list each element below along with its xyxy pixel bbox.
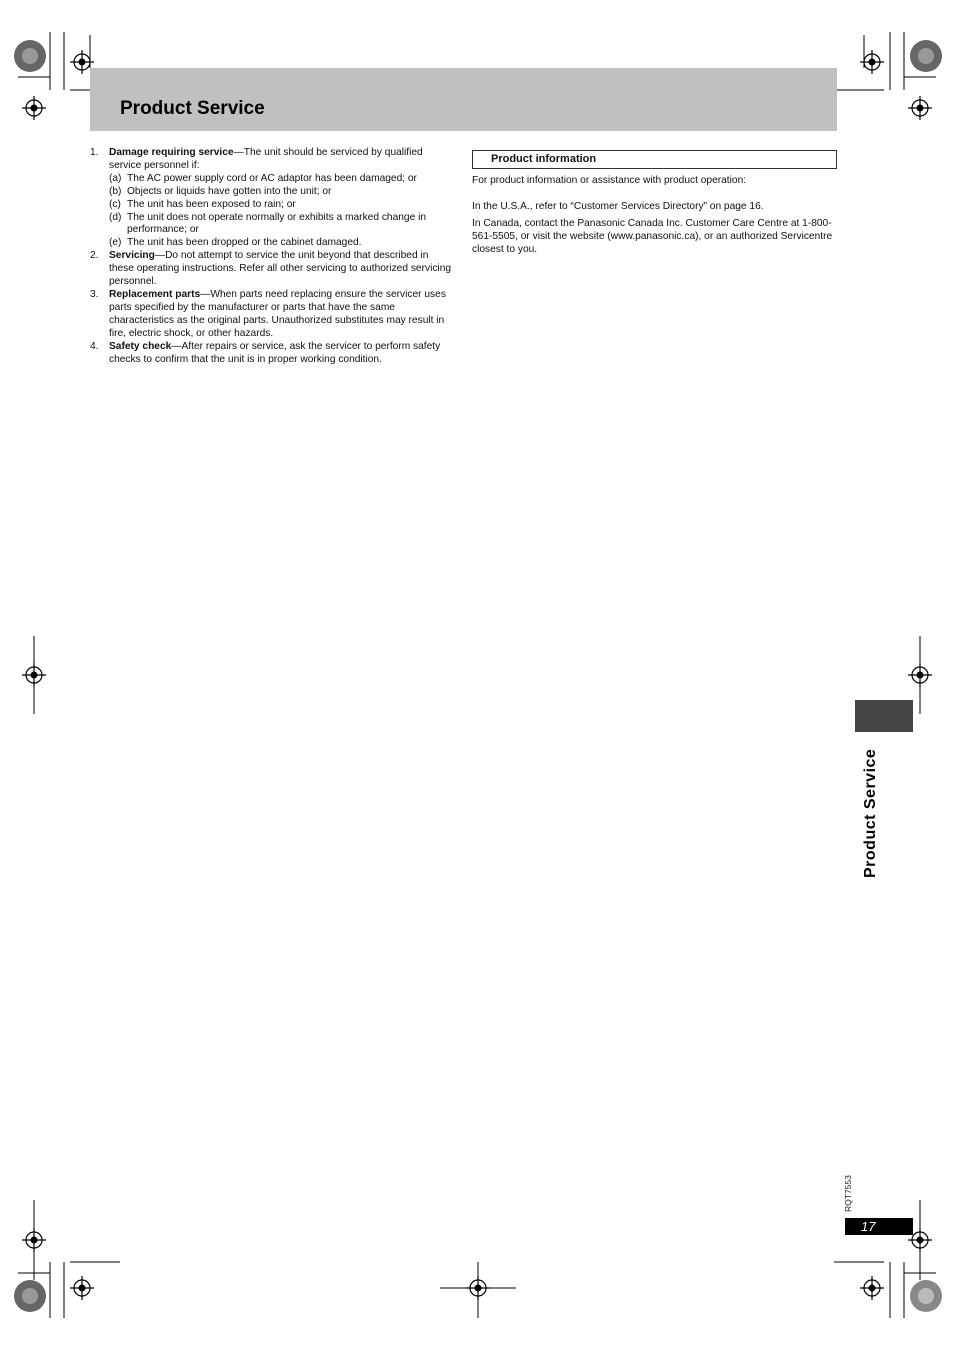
side-section-title: Product Service xyxy=(862,748,879,878)
canada-paragraph: In Canada, contact the Panasonic Canada Inc. Customer Care Centre at 1-800-561-5505, or visit the website (www.panasonic.ca), or an authorized Servicentre closest to you. xyxy=(472,217,833,255)
item-heading: Servicing xyxy=(109,250,155,262)
item-number: 1. xyxy=(90,147,99,158)
item-text: —When parts need replacing ensure the servicer uses parts specified by the manufacturer or parts that have the same characteristics as the original parts. Unauthorized substitutes may result in fire, electric shock, or other hazards. xyxy=(109,288,446,339)
section-heading: Product information xyxy=(472,150,837,169)
sublist xyxy=(90,173,454,250)
sub-item xyxy=(109,186,454,199)
item-text: —After repairs or service, ask the servicer to perform safety checks to confirm that the unit is in proper working condition. xyxy=(109,340,441,365)
list-item-safety-check xyxy=(90,341,454,367)
list-item-damage xyxy=(90,147,454,173)
item-text: —The unit should be serviced by qualified service personnel if: xyxy=(109,147,423,171)
page-number: 17 xyxy=(845,1218,913,1235)
sub-item xyxy=(109,212,454,238)
sub-item xyxy=(109,199,454,212)
item-heading: Replacement parts xyxy=(109,288,201,300)
item-number: 3. xyxy=(90,288,99,300)
product-information-section xyxy=(472,150,837,257)
sub-item xyxy=(109,173,454,186)
item-number: 2. xyxy=(90,250,99,262)
page-header-bar xyxy=(90,68,837,131)
list-item-replacement-parts xyxy=(90,289,454,341)
sub-text: Objects or liquids have gotten into the unit; or xyxy=(127,185,332,197)
sub-text: The unit has been exposed to rain; or xyxy=(127,198,296,210)
sub-text: The unit does not operate normally or exhibits a marked change in performance; or xyxy=(127,211,427,236)
sub-text: The unit has been dropped or the cabinet damaged. xyxy=(127,237,362,249)
item-heading: Safety check xyxy=(109,340,172,352)
sub-text: The AC power supply cord or AC adaptor has been damaged; or xyxy=(127,172,417,184)
side-tab-marker xyxy=(855,700,913,732)
sub-label: (b) xyxy=(109,185,122,197)
sub-label: (c) xyxy=(109,198,121,210)
item-text: —Do not attempt to service the unit beyond that described in these operating instructions. Refer all other servicing to authorized servicing personnel. xyxy=(109,250,452,288)
sub-label: (a) xyxy=(109,172,122,184)
sub-item xyxy=(109,237,454,250)
service-instructions xyxy=(90,147,454,366)
item-number: 4. xyxy=(90,340,99,352)
page-title: Product Service xyxy=(120,98,265,119)
list-item-servicing xyxy=(90,250,454,289)
info-paragraph: For product information or assistance with product operation: xyxy=(472,175,747,186)
item-heading: Damage requiring service xyxy=(109,147,234,158)
usa-paragraph: In the U.S.A., refer to “Customer Services Directory” on page 16. xyxy=(472,200,764,212)
document-code: RQT7553 xyxy=(843,1175,853,1212)
sub-label: (d) xyxy=(109,211,122,223)
sub-label: (e) xyxy=(109,237,122,249)
